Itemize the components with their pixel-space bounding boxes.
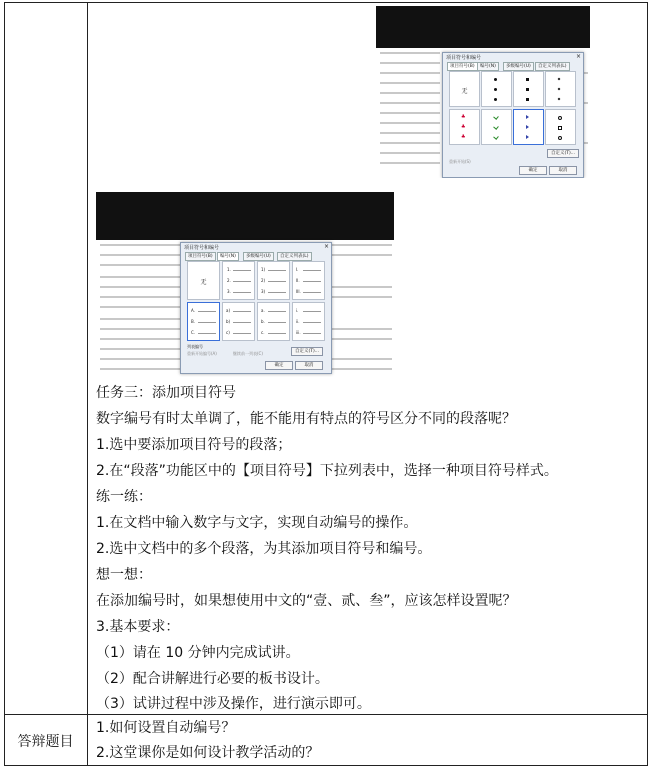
number-marker: I. (296, 267, 299, 272)
number-marker: ii. (296, 319, 300, 324)
hollow-bullet-icon (558, 126, 562, 130)
bullet-grid (449, 71, 577, 145)
diamond-bullet-icon (558, 98, 561, 101)
bullet-option-check[interactable] (481, 109, 512, 145)
text-line (380, 142, 440, 144)
practice-2: 2.选中文档中的多个段落，为其添加项目符号和编号。 (96, 541, 432, 557)
dialog-tabs (447, 62, 579, 70)
text-line (100, 318, 180, 320)
bullet-option-diamond[interactable] (545, 71, 576, 107)
column-divider (87, 2, 88, 766)
line (233, 292, 251, 293)
line (303, 292, 321, 293)
line (268, 281, 286, 282)
text-line (332, 286, 392, 288)
line (303, 322, 321, 323)
line (268, 333, 286, 334)
text-line (380, 72, 440, 74)
number-marker: i. (296, 308, 299, 313)
row-divider (4, 714, 648, 715)
hollow-bullet-icon (558, 116, 562, 120)
list-numbering-label: 列表编号 (187, 344, 203, 349)
number-marker: 1) (261, 267, 266, 272)
ok-button[interactable]: 确定 (519, 166, 547, 175)
number-marker: b) (226, 319, 231, 324)
highlighted-paragraph (376, 6, 590, 48)
tab-bullets[interactable]: 项目符号(B) (447, 62, 478, 71)
number-marker: c) (226, 330, 230, 335)
line (268, 322, 286, 323)
none-label: 无 (461, 87, 468, 95)
tab-multilevel[interactable]: 多级编号(U) (243, 252, 274, 261)
bullet-option-hollow[interactable] (545, 109, 576, 145)
star-bullet-icon: ♣ (461, 134, 466, 140)
text-line (100, 244, 180, 246)
highlighted-paragraph (96, 192, 394, 240)
text-line (100, 368, 180, 370)
number-marker: II. (296, 278, 300, 283)
number-marker: a. (261, 308, 265, 313)
text-line (100, 254, 180, 256)
text-line (332, 328, 392, 330)
text-line (332, 244, 392, 246)
line (303, 281, 321, 282)
line (268, 270, 286, 271)
tab-numbering[interactable]: 编号(N) (477, 62, 499, 71)
text-line (380, 102, 440, 104)
numbering-option-lower-roman[interactable] (292, 302, 325, 341)
task-title: 任务三：添加项目符号 (96, 385, 236, 401)
dialog-title: 项目符号和编号 (184, 245, 220, 251)
star-bullet-icon: ♣ (461, 124, 466, 130)
text-line (332, 368, 392, 370)
line (303, 333, 321, 334)
text-line (380, 52, 440, 54)
numbering-option-upper-alpha[interactable] (187, 302, 220, 341)
numbering-option-decimal[interactable] (222, 261, 255, 300)
text-line (380, 162, 440, 164)
line (233, 270, 251, 271)
screenshot-bullets-dialog (376, 6, 590, 178)
text-line (380, 82, 440, 84)
question-text: 数字编号有时太单调了，能不能用有特点的符号区分不同的段落呢？ (96, 411, 516, 427)
text-line (380, 132, 440, 134)
tab-numbering[interactable]: 编号(N) (217, 252, 239, 261)
cancel-button[interactable]: 取消 (549, 166, 577, 175)
check-bullet-icon (493, 114, 499, 120)
text-line (332, 338, 392, 340)
number-marker: 2. (227, 278, 231, 283)
practice-title: 练一练： (96, 489, 152, 505)
dialog-tabs (185, 252, 327, 260)
check-bullet-icon (493, 124, 499, 130)
step-1: 1.选中要添加项目符号的段落； (96, 437, 292, 453)
restart-option[interactable]: 重新开始编号(A) (187, 351, 217, 356)
numbering-option-paren[interactable] (257, 261, 290, 300)
bullet-option-arrow[interactable] (513, 109, 544, 145)
star-bullet-icon: ♣ (461, 114, 466, 120)
line (233, 322, 251, 323)
tab-custom-list[interactable]: 自定义列表(L) (535, 62, 570, 71)
text-line (100, 348, 180, 350)
check-bullet-icon (493, 134, 499, 140)
numbering-option-lower-alpha-dot[interactable] (257, 302, 290, 341)
number-marker: iii. (296, 330, 301, 335)
text-line (380, 152, 440, 154)
line (198, 311, 216, 312)
defense-section-label: 答辩题目 (17, 733, 74, 750)
practice-1: 1.在文档中输入数字与文字，实现自动编号的操作。 (96, 515, 418, 531)
requirement-2: （2）配合讲解进行必要的板书设计。 (96, 671, 329, 687)
line (233, 311, 251, 312)
line (303, 311, 321, 312)
number-marker: C. (191, 330, 196, 335)
line (268, 292, 286, 293)
requirement-1: （1）请在 10 分钟内完成试讲。 (96, 645, 300, 661)
reset-label: 重新开始(S) (449, 159, 471, 164)
text-line (380, 92, 440, 94)
square-bullet-icon (526, 98, 529, 101)
round-bullet-icon (494, 98, 497, 101)
think-title: 想一想： (96, 567, 152, 583)
diamond-bullet-icon (558, 88, 561, 91)
text-line (380, 122, 440, 124)
square-bullet-icon (526, 78, 529, 81)
line (233, 281, 251, 282)
text-line (100, 306, 180, 308)
arrow-bullet-icon (526, 125, 529, 129)
line (198, 333, 216, 334)
numbering-option-lower-alpha[interactable] (222, 302, 255, 341)
custom-button[interactable]: 自定义(T)... (547, 149, 579, 158)
number-marker: 3. (227, 289, 231, 294)
number-marker: B. (191, 319, 196, 324)
tab-bullets[interactable]: 项目符号(B) (185, 252, 216, 261)
text-line (332, 254, 392, 256)
text-line (100, 286, 180, 288)
text-line (100, 296, 180, 298)
round-bullet-icon (494, 88, 497, 91)
numbering-option-roman[interactable] (292, 261, 325, 300)
cancel-button[interactable]: 取消 (295, 361, 323, 370)
line (198, 322, 216, 323)
bullet-option-round[interactable] (481, 71, 512, 107)
line (233, 333, 251, 334)
think-question: 在添加编号时，如果想使用中文的“壹、贰、叁”，应该怎样设置呢？ (96, 593, 517, 609)
continue-option[interactable]: 继续前一列表(C) (233, 351, 263, 356)
arrow-bullet-icon (526, 115, 529, 119)
step-2: 2.在“段落”功能区中的【项目符号】下拉列表中，选择一种项目符号样式。 (96, 463, 558, 479)
bullets-dialog (442, 52, 584, 178)
text-line (332, 296, 392, 298)
number-marker: b. (261, 319, 265, 324)
tab-multilevel[interactable]: 多级编号(U) (503, 62, 534, 71)
text-line (380, 112, 440, 114)
bullet-option-none[interactable] (449, 71, 480, 107)
text-line (100, 264, 180, 266)
none-label: 无 (200, 278, 207, 286)
arrow-bullet-icon (526, 135, 529, 139)
number-marker: III. (296, 289, 301, 294)
tab-custom-list[interactable]: 自定义列表(L) (277, 252, 312, 261)
bullet-option-star[interactable] (449, 109, 480, 145)
custom-button[interactable]: 自定义(T)... (291, 347, 323, 356)
diamond-bullet-icon (558, 78, 561, 81)
square-bullet-icon (526, 88, 529, 91)
bullet-option-square[interactable] (513, 71, 544, 107)
text-line (100, 276, 180, 278)
close-icon[interactable]: × (575, 53, 581, 60)
requirement-3: （3）试讲过程中涉及操作，进行演示即可。 (96, 696, 371, 712)
text-line (100, 358, 180, 360)
line (303, 270, 321, 271)
number-marker: a) (226, 308, 231, 313)
close-icon[interactable]: × (323, 243, 329, 250)
defense-question-1: 1.如何设置自动编号？ (96, 720, 236, 736)
text-line (100, 328, 180, 330)
text-line (332, 358, 392, 360)
round-bullet-icon (494, 78, 497, 81)
hollow-bullet-icon (558, 136, 562, 140)
requirements-title: 3.基本要求： (96, 619, 180, 635)
text-line (380, 62, 440, 64)
dialog-title: 项目符号和编号 (446, 55, 482, 61)
numbering-option-none[interactable] (187, 261, 220, 300)
defense-question-2: 2.这堂课你是如何设计教学活动的？ (96, 745, 320, 761)
screenshot-numbering-dialog (96, 192, 394, 377)
number-marker: A. (191, 308, 195, 313)
numbering-grid (187, 261, 325, 341)
ok-button[interactable]: 确定 (265, 361, 293, 370)
text-line (100, 338, 180, 340)
number-marker: c. (261, 330, 265, 335)
number-marker: 2) (261, 278, 266, 283)
number-marker: 3) (261, 289, 266, 294)
line (268, 311, 286, 312)
numbering-dialog (180, 242, 332, 374)
number-marker: 1. (227, 267, 231, 272)
